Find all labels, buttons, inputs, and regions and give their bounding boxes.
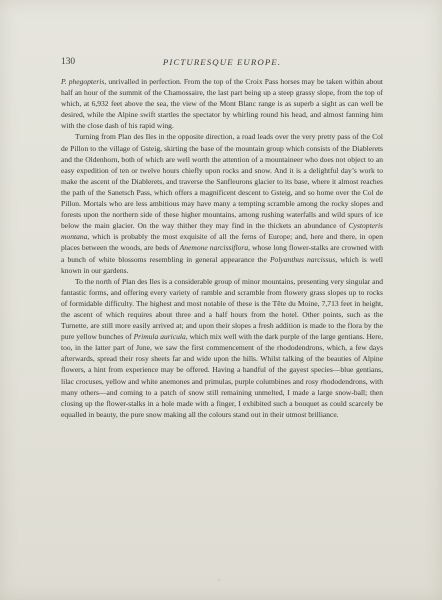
footer-mark: · (218, 578, 220, 584)
text-run: Turning from Plan des Iles in the opposite direction, a road leads over the very pretty pass of the Col de Pillon to the village of Gsteig, skirting the base of the mountain group which consists of the Diablerets and the Oldenhorn, both of which are well worth the attention of a mountaineer who does not object to an easy expedition of ten or twelve hours chiefly upon rocks and snow. And it is a delightful day’s work to make the ascent of the Diablerets, and traverse the Sanfleurons glacier to its base, where it almost reaches the path of the Sanetsch Pass, which offers a magnificent descent to Gsteig, and so home over the Col de Pillon. Mortals who are less ambitious may have many a tempting scramble among the rocky slopes and forests upon the northern side of these higher mountains, among rushing waterfalls and wild spurs of ice below the main glacier. On the way thither they may find in the thickets an abundance of (61, 132, 383, 231)
italic-text: Cystopteris montana (61, 221, 383, 242)
paragraph (61, 76, 383, 131)
italic-text: P. phegopteris (61, 77, 105, 86)
page-number: 130 (61, 57, 76, 67)
paragraph (61, 276, 383, 420)
text-run: , unrivalled in perfection. From the top of the Croix Pass horses may be taken within about half an hour of the summit of the Chamossaire, the last part being up a steep grassy slope, from the top of which, at 6,932 feet above the sea, the view of the Mont Blanc range is as superb a sight as can well be desired, while the Alpine swift startles the spectator by whirling round his head, and almost fanning him with the close dash of his rapid wing. (61, 77, 383, 131)
text-run: To the north of Plan des Iles is a considerable group of minor mountains, presenting very singular and fantastic forms, and offering every variety of ramble and scramble from flowery grass slopes up to rocks of formidable difficulty. The highest and most notable of these is the Tête du Moine, 7,713 feet in height, the ascent of which requires about three and a half hours from the hotel. Other points, such as the Turnette, are still more easily arrived at; and upon their slopes a fresh addition is made to the flora by the pure yellow bunches of (61, 276, 383, 342)
page-header (61, 56, 383, 68)
italic-text: Primula auricula (133, 332, 186, 342)
italic-text: Anemone narcissiflora (179, 243, 249, 253)
italic-text: Polyanthus narcissus (269, 254, 336, 264)
body-text (61, 76, 383, 420)
text-run: , whose long flower-stalks are crowned with a bunch of white blossoms resembling in general appearance the (61, 243, 383, 264)
text-run: , which is probably the most exquisite of all the ferns of Europe; and, here and there, in open places between the woods, are beds of (61, 232, 383, 253)
paragraph (61, 131, 383, 275)
text-run: , which mix well with the dark purple of the large gentians. Here, too, in the latter part of June, we saw the first commencement of the rhododendrons, which, a few days afterwards, spread their rosy sheets far and wide upon the hills. Whilst talking of the beauties of Alpine flowers, a hint from experience may be offered. Having a handful of the gayest species—blue gentians, lilac crocuses, yellow and white anemones and primulas, purple columbines and rosy rhododendrons, with many others—and coming to a patch of snow still remaining unmelted, I made a large snow-ball; then closing up the flower-stalks in a hole made with a finger, I exhibited such a bouquet as could scarcely be equalled in beauty, the pure snow making all the colours stand out in their utmost brilliance. (61, 332, 383, 419)
running-title: PICTURESQUE EUROPE. (162, 57, 282, 67)
text-run: , which is well known in our gardens. (61, 254, 383, 275)
